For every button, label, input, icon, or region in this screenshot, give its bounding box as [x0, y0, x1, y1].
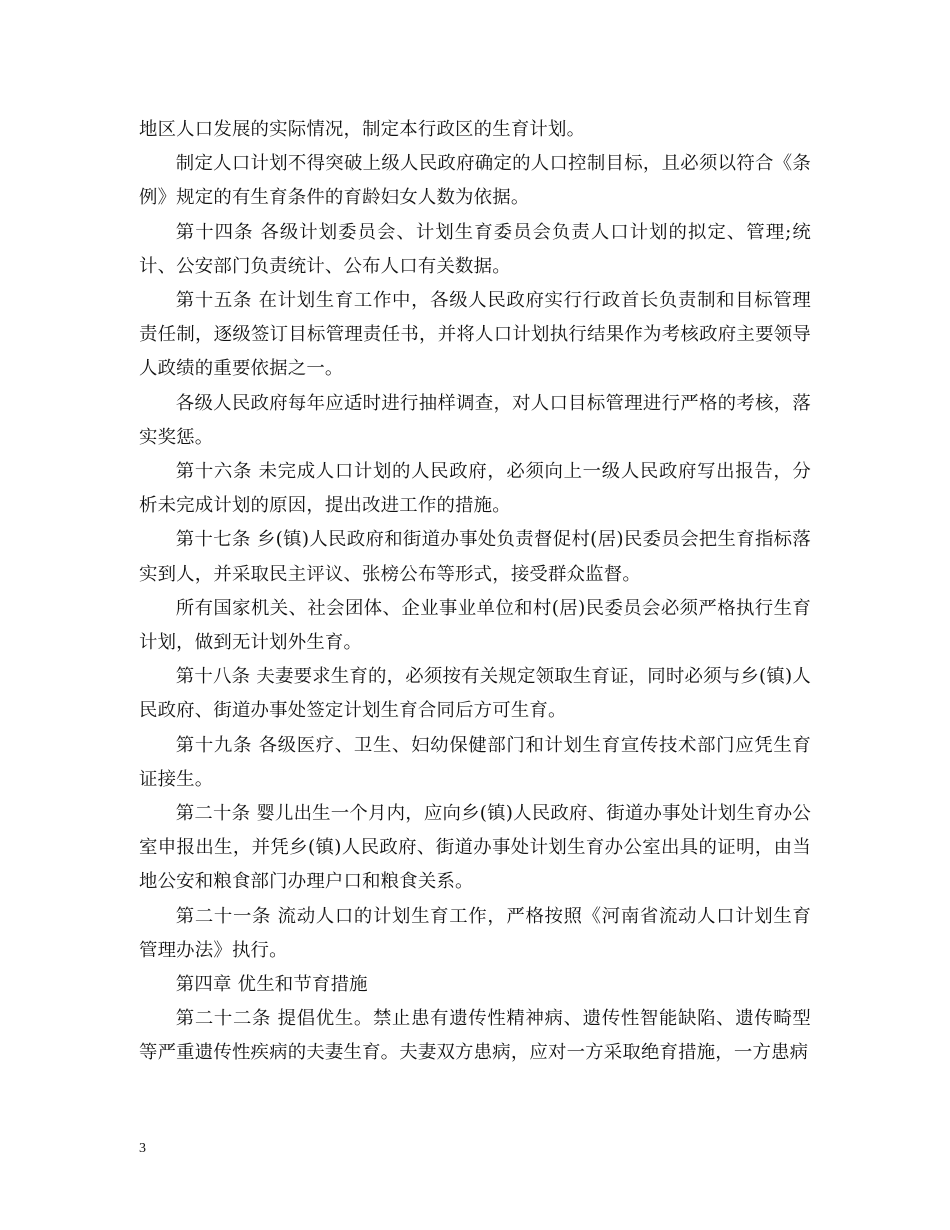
page-number: 3 [139, 1141, 146, 1156]
paragraph: 第二十二条 提倡优生。禁止患有遗传性精神病、遗传性智能缺陷、遗传畸型等严重遗传性疾病的夫妻生育。夫妻双方患病，应对一方采取绝育措施，一方患病 [139, 1008, 811, 1064]
paragraph: 第二十条 婴儿出生一个月内，应向乡(镇)人民政府、街道办事处计划生育办公室申报出生，并凭乡(镇)人民政府、街道办事处计划生育办公室出具的证明，由当地公安和粮食部门办理户口和粮食关系。 [139, 803, 811, 893]
paragraph: 制定人口计划不得突破上级人民政府确定的人口控制目标，且必须以符合《条例》规定的有生育条件的育龄妇女人数为依据。 [139, 153, 811, 209]
chapter-heading: 第四章 优生和节育措施 [175, 974, 368, 996]
paragraph: 所有国家机关、社会团体、企业事业单位和村(居)民委员会必须严格执行生育计划，做到无计划外生育。 [139, 597, 811, 654]
paragraph: 第十八条 夫妻要求生育的，必须按有关规定领取生育证，同时必须与乡(镇)人民政府、街道办事处签定计划生育合同后方可生育。 [139, 666, 811, 722]
paragraph: 第十五条 在计划生育工作中，各级人民政府实行行政首长负责制和目标管理责任制，逐级签订目标管理责任书，并将人口计划执行结果作为考核政府主要领导人政绩的重要依据之一。 [139, 290, 811, 380]
document-body [139, 113, 811, 1071]
paragraph: 第二十一条 流动人口的计划生育工作，严格按照《河南省流动人口计划生育管理办法》执行。 [139, 905, 811, 961]
paragraph: 第十七条 乡(镇)人民政府和街道办事处负责督促村(居)民委员会把生育指标落实到人，并采取民主评议、张榜公布等形式，接受群众监督。 [139, 529, 811, 585]
paragraph: 各级人民政府每年应适时进行抽样调查，对人口目标管理进行严格的考核，落实奖惩。 [139, 392, 811, 448]
paragraph: 地区人口发展的实际情况，制定本行政区的生育计划。 [139, 119, 586, 140]
paragraph: 第十四条 各级计划委员会、计划生育委员会负责人口计划的拟定、管理;统计、公安部门负责统计、公布人口有关数据。 [139, 221, 811, 277]
paragraph: 第十六条 未完成人口计划的人民政府，必须向上一级人民政府写出报告，分析未完成计划的原因，提出改进工作的措施。 [139, 461, 811, 517]
paragraph: 第十九条 各级医疗、卫生、妇幼保健部门和计划生育宣传技术部门应凭生育证接生。 [139, 734, 811, 790]
